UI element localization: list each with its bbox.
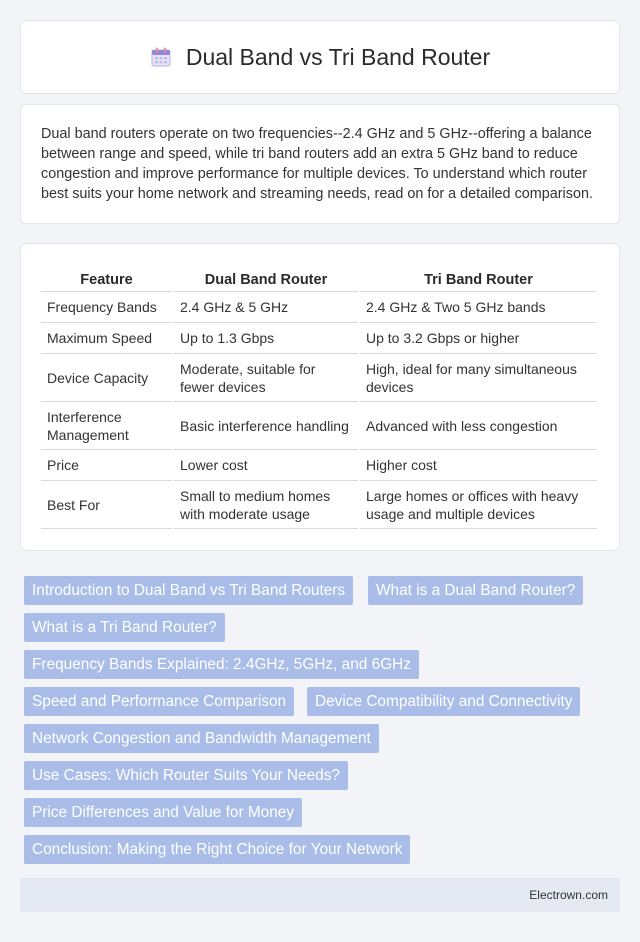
table-row: [41, 481, 597, 529]
topic-link-dual-band[interactable]: What is a Dual Band Router?: [368, 576, 583, 605]
table-cell: Up to 1.3 Gbps: [174, 323, 358, 354]
topic-link-device-compatibility[interactable]: Device Compatibility and Connectivity: [307, 687, 580, 716]
calendar-icon: [150, 46, 172, 68]
topic-link-price-differences[interactable]: Price Differences and Value for Money: [24, 798, 302, 827]
intro-card: [20, 104, 620, 224]
topic-link-speed-performance[interactable]: Speed and Performance Comparison: [24, 687, 294, 716]
table-row: [41, 354, 597, 402]
topic-link-introduction[interactable]: Introduction to Dual Band vs Tri Band Routers: [24, 576, 353, 605]
table-header-dual-band: Dual Band Router: [174, 262, 358, 292]
table-row: [41, 450, 597, 481]
table-cell: Moderate, suitable for fewer devices: [174, 354, 358, 402]
table-cell: 2.4 GHz & Two 5 GHz bands: [360, 292, 597, 323]
table-cell: Higher cost: [360, 450, 597, 481]
table-cell: Up to 3.2 Gbps or higher: [360, 323, 597, 354]
topic-link-tri-band[interactable]: What is a Tri Band Router?: [24, 613, 225, 642]
table-cell: 2.4 GHz & 5 GHz: [174, 292, 358, 323]
table-cell: Maximum Speed: [41, 323, 172, 354]
table-cell: High, ideal for many simultaneous devices: [360, 354, 597, 402]
table-cell: Device Capacity: [41, 354, 172, 402]
table-header-tri-band: Tri Band Router: [360, 262, 597, 292]
intro-paragraph: Dual band routers operate on two frequencies--2.4 GHz and 5 GHz--offering a balance between range and speed, while tri band routers add an extra 5 GHz band to reduce congestion and improve performance for multiple devices. To understand which router best suits your home network and streaming needs, read on for a detailed comparison.: [41, 126, 593, 202]
table-cell: Frequency Bands: [41, 292, 172, 323]
table-header-feature: Feature: [41, 262, 172, 292]
table-cell: Interference Management: [41, 402, 172, 450]
topic-link-conclusion[interactable]: Conclusion: Making the Right Choice for Your Network: [24, 835, 410, 864]
topic-link-frequency-bands[interactable]: Frequency Bands Explained: 2.4GHz, 5GHz, and 6GHz: [24, 650, 419, 679]
table-row: [41, 402, 597, 450]
table-cell: Lower cost: [174, 450, 358, 481]
title-card: [20, 20, 620, 94]
footer: [20, 878, 620, 912]
topic-link-network-congestion[interactable]: Network Congestion and Bandwidth Management: [24, 724, 379, 753]
table-cell: Basic interference handling: [174, 402, 358, 450]
topic-link-use-cases[interactable]: Use Cases: Which Router Suits Your Needs?: [24, 761, 348, 790]
table-cell: Best For: [41, 481, 172, 529]
table-row: [41, 323, 597, 354]
table-cell: Large homes or offices with heavy usage and multiple devices: [360, 481, 597, 529]
comparison-table: [39, 262, 599, 529]
page-title: Dual Band vs Tri Band Router: [185, 43, 491, 70]
footer-site-name: Electrown.com: [529, 888, 608, 902]
comparison-card: [20, 243, 620, 551]
table-cell: Advanced with less congestion: [360, 402, 597, 450]
table-cell: Price: [41, 450, 172, 481]
table-cell: Small to medium homes with moderate usage: [174, 481, 358, 529]
table-row: [41, 292, 597, 323]
